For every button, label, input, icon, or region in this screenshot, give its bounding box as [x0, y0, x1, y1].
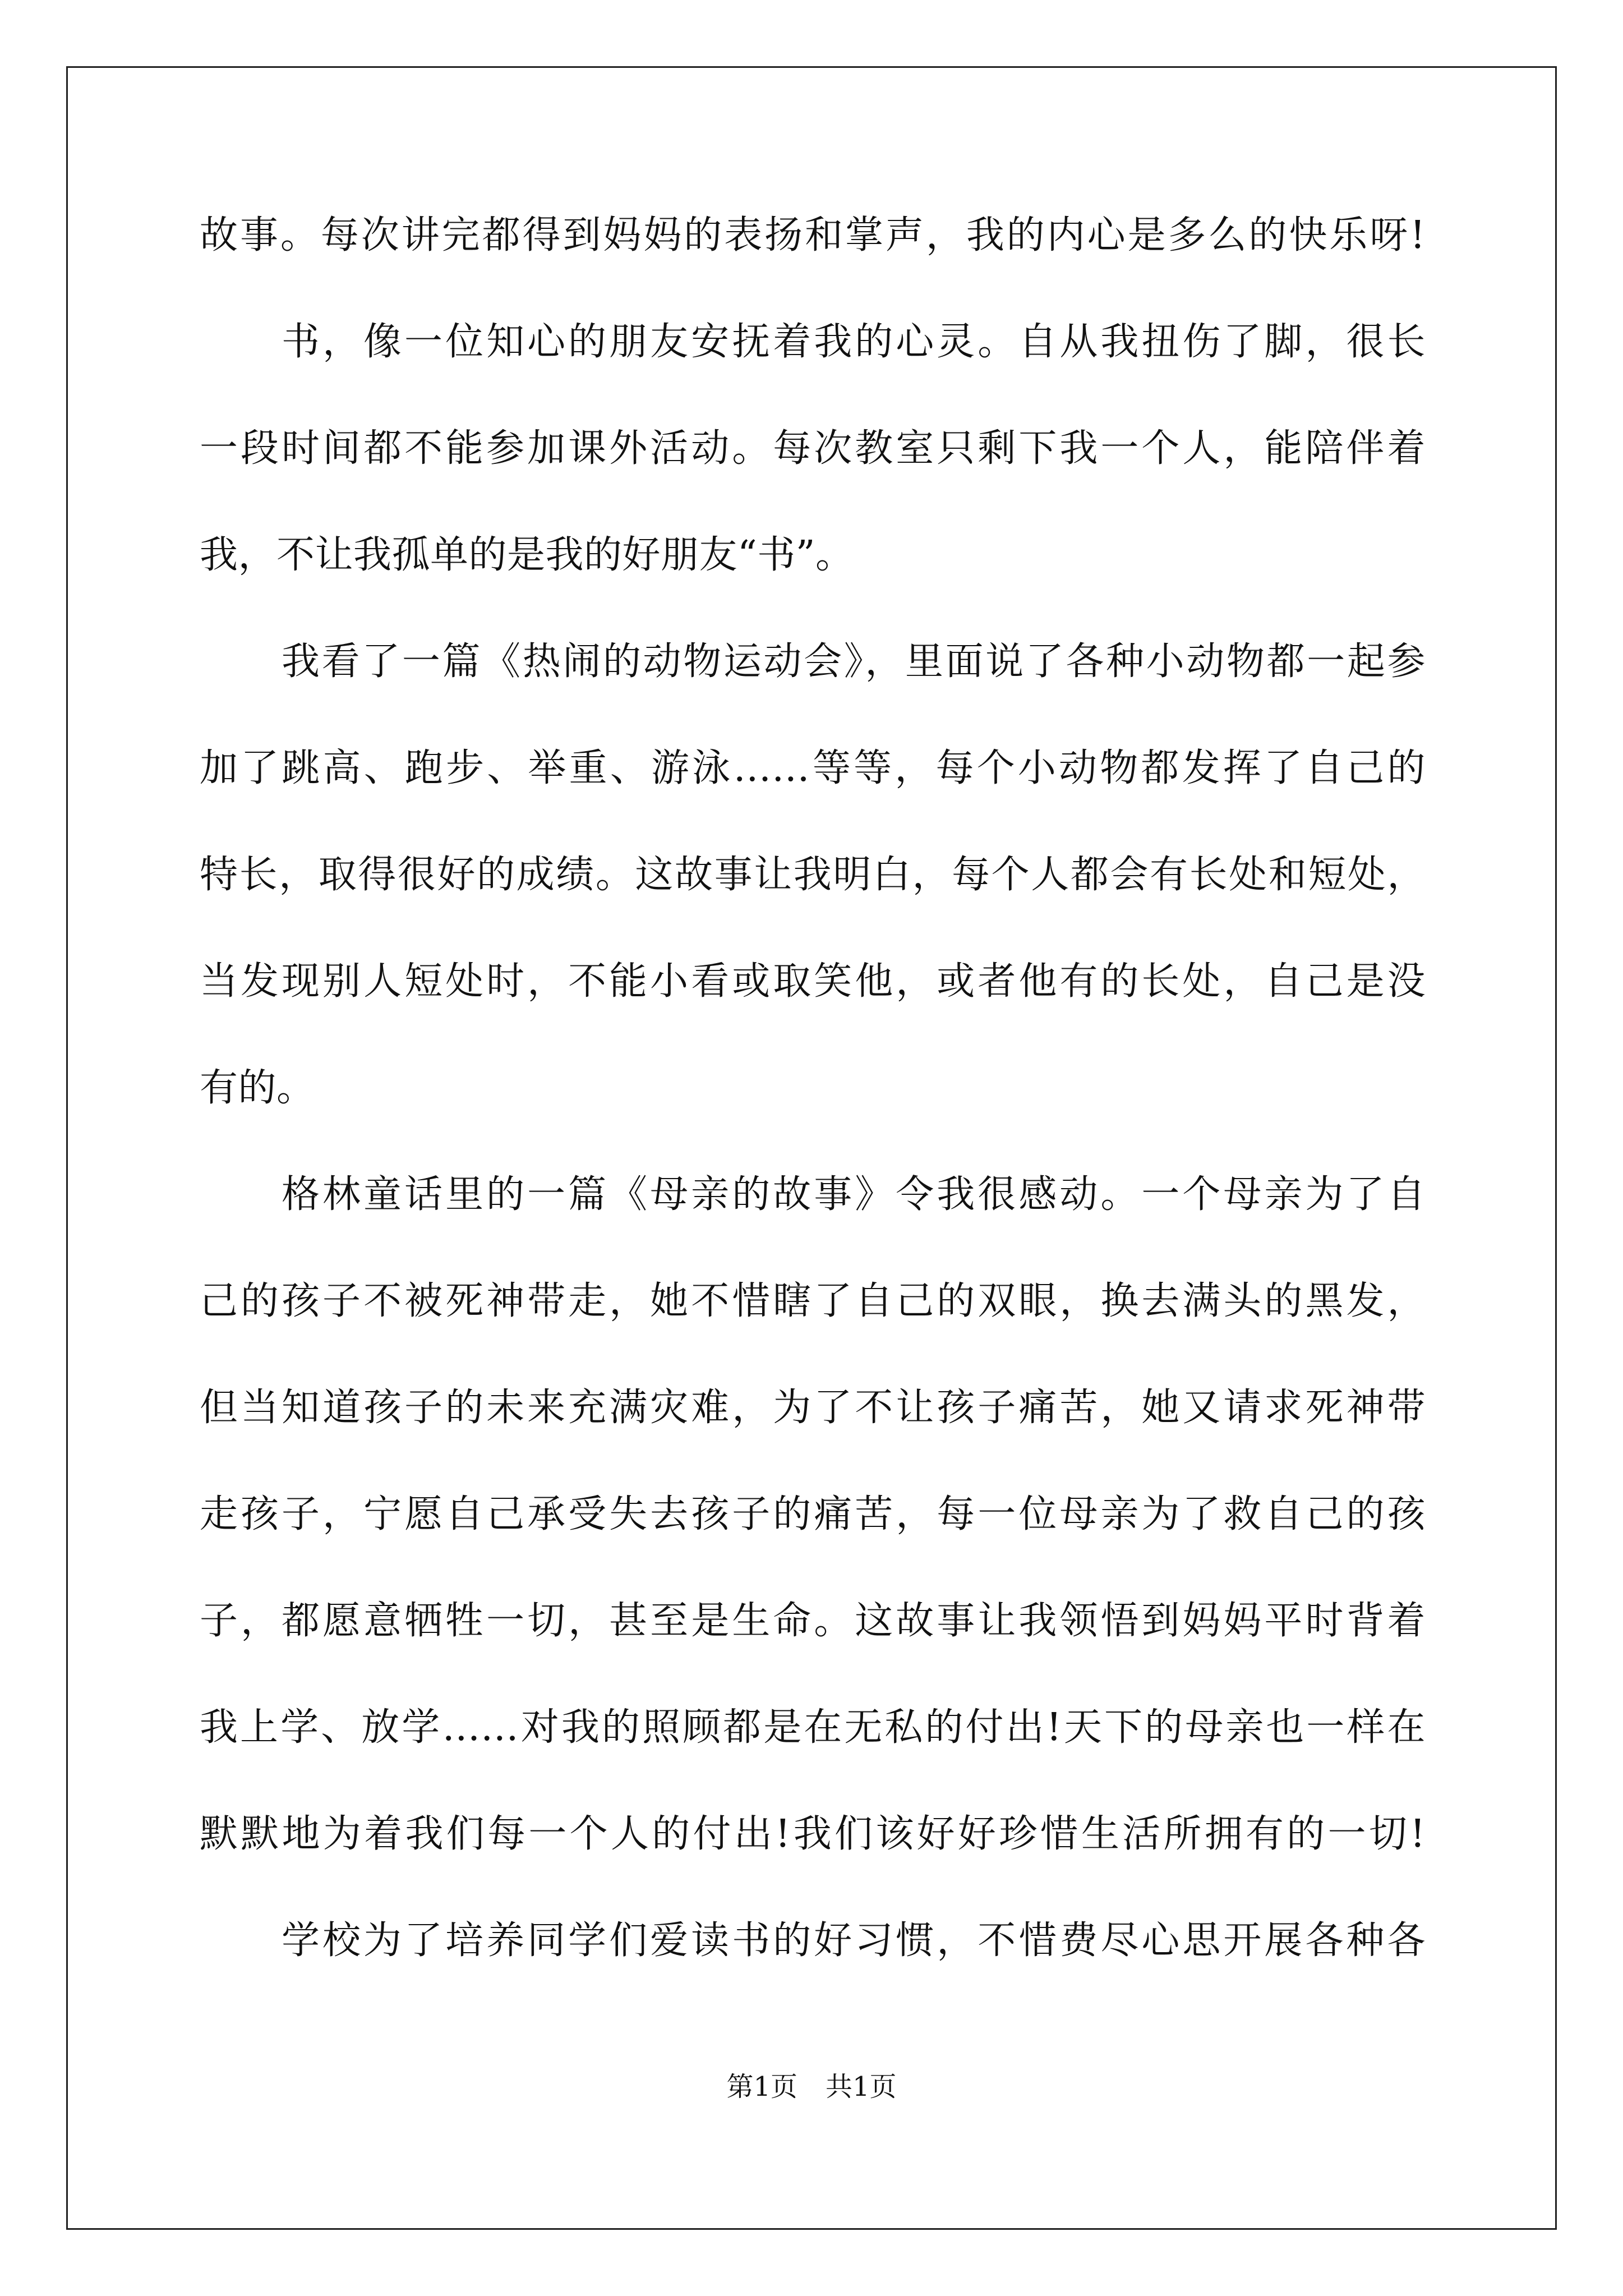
text-line: 默默地为着我们每一个人的付出!我们该好好珍惜生活所拥有的一切!: [200, 1812, 1426, 1856]
text-line: 我，不让我孤单的是我的好朋友“书”。: [200, 533, 854, 577]
text-line: 特长，取得很好的成绩。这故事让我明白，每个人都会有长处和短处，: [200, 853, 1426, 897]
text-line: 当发现别人短处时，不能小看或取笑他，或者他有的长处，自己是没: [200, 959, 1426, 1004]
text-line: 我看了一篇《热闹的动物运动会》，里面说了各种小动物都一起参: [282, 639, 1426, 684]
text-line: 加了跳高、跑步、举重、游泳……等等，每个小动物都发挥了自己的: [200, 746, 1426, 790]
page-footer: [0, 2070, 1623, 2104]
text-line: 一段时间都不能参加课外活动。每次教室只剩下我一个人，能陪伴着: [200, 426, 1426, 471]
text-line: 学校为了培养同学们爱读书的好习惯，不惜费尽心思开展各种各: [282, 1918, 1426, 1963]
text-line: 有的。: [200, 1066, 315, 1110]
text-line: 故事。每次讲完都得到妈妈的表扬和掌声，我的内心是多么的快乐呀!: [200, 213, 1426, 257]
page-number-current: 第1页: [726, 2071, 797, 2102]
text-line: 格林童话里的一篇《母亲的故事》令我很感动。一个母亲为了自: [282, 1172, 1426, 1217]
text-line: 己的孩子不被死神带走，她不惜瞎了自己的双眼，换去满头的黑发，: [200, 1279, 1426, 1323]
text-line: 但当知道孩子的未来充满灾难，为了不让孩子痛苦，她又请求死神带: [200, 1386, 1426, 1430]
text-line: 子，都愿意牺牲一切，甚至是生命。这故事让我领悟到妈妈平时背着: [200, 1599, 1426, 1643]
text-line: 我上学、放学……对我的照顾都是在无私的付出!天下的母亲也一样在: [200, 1705, 1426, 1750]
text-line: 走孩子，宁愿自己承受失去孩子的痛苦，每一位母亲为了救自己的孩: [200, 1492, 1426, 1536]
text-line: 书，像一位知心的朋友安抚着我的心灵。自从我扭伤了脚，很长: [282, 320, 1426, 364]
page-frame: [66, 66, 1557, 2230]
page-number-total: 共1页: [826, 2071, 897, 2102]
